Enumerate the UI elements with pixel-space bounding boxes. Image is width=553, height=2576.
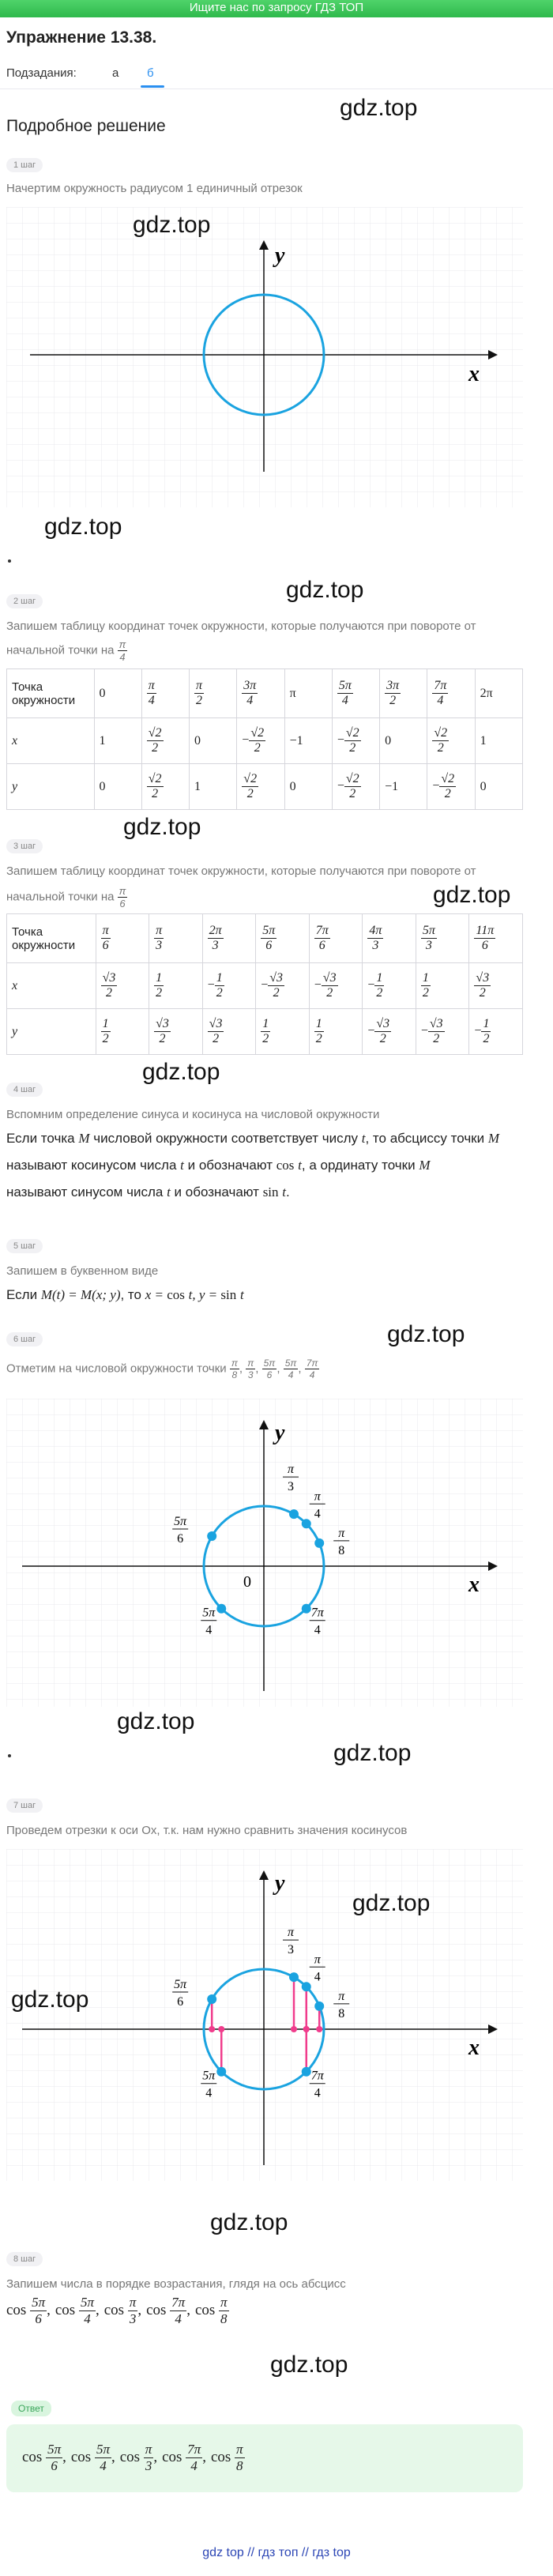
table-cell: 1 [94,718,141,764]
table-cell: $\frac{√2}{2}$ [237,764,284,810]
svg-text:5π: 5π [174,1978,187,1991]
origin-label: 0 [243,1573,251,1591]
answer-label: Ответ [11,2401,51,2416]
table-cell: − $\frac{√2}{2}$ [237,718,284,764]
svg-text:3: 3 [288,1480,294,1494]
cosine-term: cos $\frac{7\pi}{4}$ , [146,2295,190,2326]
table-cell: − $\frac{√3}{2}$ [416,1009,469,1055]
table-cell: − $\frac{1}{2}$ [202,963,256,1009]
svg-text:π: π [338,1526,345,1540]
table-cell: $\frac{√3}{2}$ [96,963,149,1009]
table-cell: $\frac{7\pi}{6}$ [309,914,363,963]
table-cell: 0 [190,718,237,764]
table-row [7,914,523,963]
table-row [7,764,523,810]
table-cell: $\frac{1}{2}$ [149,963,203,1009]
y-axis-label: y [275,243,285,268]
circle-point [314,1538,324,1548]
table-cell: $\frac{5\pi}{6}$ [256,914,310,963]
table-cell: $\frac{\pi}{4}$ [141,669,189,718]
svg-text:π: π [338,1989,345,2003]
row-label: y [7,764,95,810]
x-axis-label: x [468,2036,480,2060]
step-badge: 6 шаг [6,1332,43,1346]
cosine-term: cos $\frac{7\pi}{4}$ , [162,2442,206,2473]
row-label: x [7,963,96,1009]
projection-point [291,2026,297,2032]
cosine-term: cos $\frac{5\pi}{4}$ , [70,2442,115,2473]
circle-point [302,1982,311,1991]
row-label: Точка окружности [7,914,96,963]
table-cell: $\frac{7\pi}{4}$ [427,669,475,718]
projection-point [303,2026,310,2032]
circle-point [289,1972,299,1982]
coordinates-table-pi6 [6,913,523,1055]
table-cell: − $\frac{1}{2}$ [363,963,416,1009]
watermark: gdz.top [44,514,122,540]
table-cell: $\frac{2\pi}{3}$ [202,914,256,963]
ordered-cosines [6,2295,234,2327]
circle-with-segments [6,1849,523,2181]
table-row [7,669,523,718]
x-axis-label: x [468,362,480,386]
y-axis-label: y [275,1421,285,1445]
svg-text:5π: 5π [202,1606,216,1620]
svg-text:8: 8 [338,1543,345,1557]
circle-point [216,2067,226,2077]
tab-active-indicator [141,85,164,88]
svg-text:4: 4 [314,1970,321,1984]
table-cell: $\frac{√3}{2}$ [149,1009,203,1055]
svg-text:π: π [314,1953,321,1967]
section-title: Подробное решение [6,117,166,135]
step-badge: 2 шаг [6,594,43,608]
table-cell: $\frac{3\pi}{4}$ [237,669,284,718]
table-cell: $\frac{\pi}{2}$ [190,669,237,718]
svg-text:8: 8 [338,2006,345,2021]
circle-point [302,2067,311,2077]
row-label: y [7,1009,96,1055]
definition-text: Если точка M числовой окружности соответствует числу t, то абсциссу точки M называют косинусом числа t и обозначают cos t, а ординату точки M называют синусом числа t и обозначают sin t. [6,1131,500,1199]
step-text: Запишем в буквенном виде [6,1264,159,1278]
table-cell: $\frac{√2}{2}$ [141,718,189,764]
step-text: Начертим окружность радиусом 1 единичный отрезок [6,182,303,195]
watermark: gdz.top [333,1740,412,1766]
projection-point [209,2026,215,2032]
step-text: Проведем отрезки к оси Ox, т.к. нам нужно сравнить значения косинусов [6,1824,408,1837]
table-cell: $\frac{√2}{2}$ [427,718,475,764]
step-badge: 7 шаг [6,1798,43,1813]
watermark: gdz.top [270,2352,348,2378]
cosine-term: cos $\frac{5\pi}{6}$ , [22,2442,66,2473]
circle-with-points [6,1399,523,1707]
table-cell: 1 [475,718,522,764]
step-badge: 3 шаг [6,839,43,853]
table-cell: 0 [94,764,141,810]
tab-a[interactable]: а [112,66,119,80]
table-cell: − $\frac{√3}{2}$ [256,963,310,1009]
footer-links[interactable]: gdz top // гдз топ // гдз top [202,2546,351,2559]
svg-text:4: 4 [205,1623,213,1637]
table-cell: 0 [475,764,522,810]
svg-text:6: 6 [177,1995,184,2009]
svg-text:7π: 7π [310,2069,324,2083]
tab-b[interactable]: б [147,66,154,80]
step-badge: 5 шаг [6,1239,43,1253]
svg-text:5π: 5π [202,2069,216,2083]
watermark: gdz.top [142,1059,220,1085]
coordinates-table-pi4 [6,668,523,810]
circle-point [207,1994,216,2004]
table-cell: $\frac{1}{2}$ [309,1009,363,1055]
circle-point [314,2002,324,2011]
svg-text:π: π [287,1463,295,1477]
svg-text:4: 4 [205,2086,213,2100]
watermark: gdz.top [11,1987,89,2013]
watermark: gdz.top [352,1890,431,1916]
table-cell: − $\frac{√2}{2}$ [332,764,379,810]
table-cell: $\frac{1}{2}$ [416,963,469,1009]
answer-ordered-cosines [22,2442,250,2474]
table-cell: 0 [380,718,427,764]
circle-point [207,1531,216,1541]
table-cell: − $\frac{√3}{2}$ [309,963,363,1009]
svg-text:π: π [287,1926,295,1940]
table-cell: − $\frac{1}{2}$ [469,1009,523,1055]
watermark: gdz.top [286,577,364,603]
table-cell: −1 [284,718,332,764]
svg-text:7π: 7π [310,1606,324,1620]
table-cell: 0 [94,669,141,718]
svg-text:π: π [314,1489,321,1504]
subtasks-label: Подзадания: [6,66,77,80]
table-cell: −1 [380,764,427,810]
svg-text:4: 4 [314,2086,321,2100]
step-text: Отметим на числовой окружности точки $\frac{\pi}{8}$ , $\frac{\pi}{3}$ , $\frac{5\pi}{6}$ , $\frac{5\pi}{4}$ , $\frac{7\pi}{4}$ [6,1358,318,1380]
table-cell: $\frac{5\pi}{3}$ [416,914,469,963]
projection-point [316,2026,322,2032]
table-cell: $\frac{√3}{2}$ [202,1009,256,1055]
step-text-cont: начальной точки на $\frac{\pi}{4}$ [6,638,126,663]
stray-dot [8,1754,11,1757]
cosine-term: cos $\frac{5\pi}{6}$ , [6,2295,51,2326]
watermark: gdz.top [210,2209,288,2235]
table-cell: $\frac{\pi}{6}$ [96,914,149,963]
step-badge: 4 шаг [6,1083,43,1097]
table-cell: $\frac{11\pi}{6}$ [469,914,523,963]
unit-circle-plot [6,207,523,507]
stray-dot [8,559,11,563]
table-row [7,963,523,1009]
svg-text:5π: 5π [174,1515,187,1528]
circle-point [302,1604,311,1614]
cosine-term: cos $\frac{\pi}{3}$ , [119,2442,158,2473]
watermark: gdz.top [133,212,211,238]
watermark: gdz.top [340,95,418,121]
table-cell: $\frac{1}{2}$ [256,1009,310,1055]
svg-text:6: 6 [177,1532,184,1546]
table-cell: 1 [190,764,237,810]
table-row [7,718,523,764]
step-text: Запишем таблицу координат точек окружности, которые получаются при повороте от [6,864,476,878]
step-badge: 1 шаг [6,158,43,172]
cosine-term: cos $\frac{5\pi}{4}$ , [55,2295,100,2326]
projection-point [218,2026,224,2032]
step-text: Вспомним определение синуса и косинуса на числовой окружности [6,1108,380,1121]
table-cell: − $\frac{√2}{2}$ [332,718,379,764]
search-banner[interactable]: Ищите нас по запросу ГДЗ ТОП [0,0,553,17]
formula-line: Если M(t) = M(x; y), то x = cos t, y = sin t [6,1287,244,1302]
row-label: Точка окружности [7,669,95,718]
step-text: Запишем таблицу координат точек окружности, которые получаются при повороте от [6,620,476,633]
x-axis-label: x [468,1572,480,1597]
table-cell: $\frac{1}{2}$ [96,1009,149,1055]
svg-text:4: 4 [314,1507,321,1521]
table-cell: $\frac{3\pi}{2}$ [380,669,427,718]
table-cell: − $\frac{√3}{2}$ [363,1009,416,1055]
table-cell: 0 [284,764,332,810]
table-cell: $\frac{5\pi}{4}$ [332,669,379,718]
y-axis-label: y [275,1871,285,1896]
step-text: Запишем числа в порядке возрастания, глядя на ось абсцисс [6,2277,346,2291]
circle-point [302,1519,311,1528]
row-label: x [7,718,95,764]
circle-point [216,1604,226,1614]
cosine-term: cos $\frac{\pi}{8}$ [194,2295,228,2326]
table-cell: $\frac{√3}{2}$ [469,963,523,1009]
table-cell: $\frac{\pi}{3}$ [149,914,203,963]
watermark: gdz.top [117,1708,195,1734]
cosine-term: cos $\frac{\pi}{8}$ [210,2442,243,2473]
step-badge: 8 шаг [6,2252,43,2266]
table-cell: $\frac{√2}{2}$ [141,764,189,810]
table-cell: − $\frac{√2}{2}$ [427,764,475,810]
table-cell: π [284,669,332,718]
cosine-term: cos $\frac{\pi}{3}$ , [103,2295,142,2326]
table-cell: 2π [475,669,522,718]
watermark: gdz.top [433,882,511,908]
watermark: gdz.top [387,1321,465,1347]
table-cell: $\frac{4\pi}{3}$ [363,914,416,963]
page-title: Упражнение 13.38. [6,28,157,47]
svg-text:4: 4 [314,1623,321,1637]
watermark: gdz.top [123,814,201,840]
step-text-cont: начальной точки на $\frac{\pi}{6}$ [6,885,126,910]
circle-point [289,1509,299,1519]
table-row [7,1009,523,1055]
svg-text:3: 3 [288,1943,294,1957]
